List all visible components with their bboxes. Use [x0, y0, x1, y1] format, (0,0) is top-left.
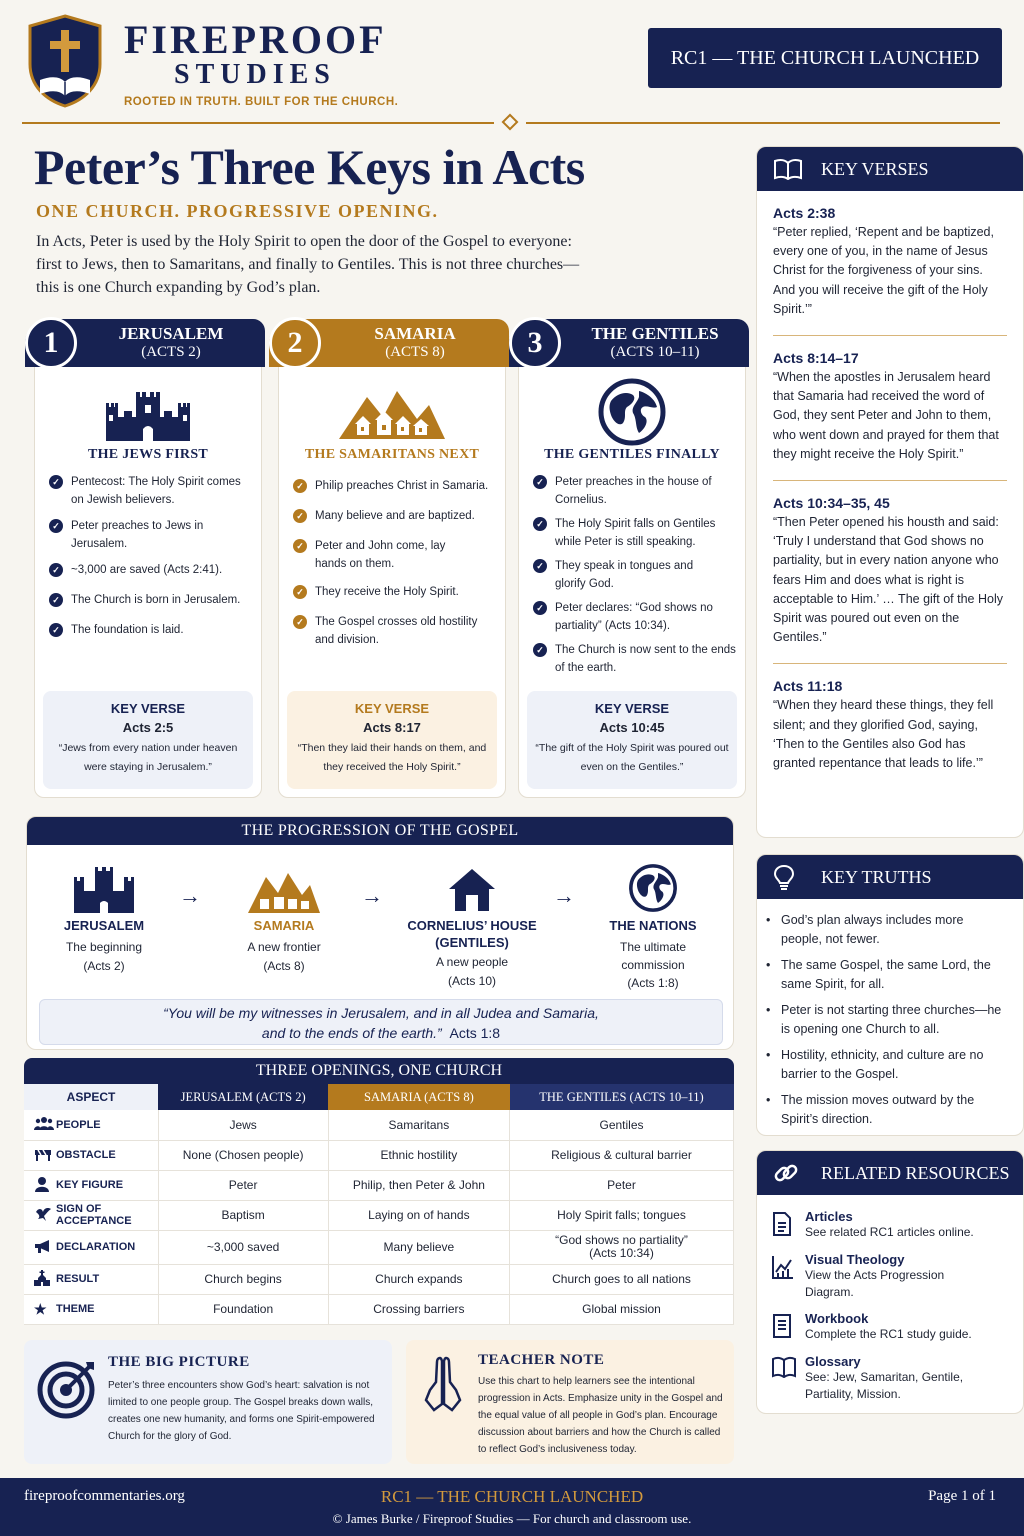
key-verse-label: KEY VERSE: [110, 701, 186, 716]
globe-icon: [519, 379, 745, 451]
cell-jerusalem: Church begins: [158, 1264, 328, 1294]
brand-name-line2: STUDIES: [174, 59, 336, 90]
verse-divider: [773, 663, 1007, 664]
key-verses-panel: [756, 146, 1024, 838]
barrier-icon: [34, 1147, 56, 1164]
verse-text: “When the apostles in Jerusalem heard that Samaria had received the word of God, they sent Peter and John to them, who went down and prayed for them that they might receive the Holy Spirit.”: [773, 370, 999, 461]
page-subtitle: ONE CHURCH. PROGRESSIVE OPENING.: [36, 201, 439, 221]
list-item: • God’s plan always includes more people, not fewer.: [777, 911, 1007, 949]
teacher-note-panel: [406, 1340, 734, 1464]
check-icon: ✓: [293, 539, 307, 553]
teacher-note-text: Use this chart to help learners see the intentional progression in Acts. Emphasize unity in the Gospel and the equal value of all people in God’s plan. Encourage discussion about barriers and how the Church is called to reflect God’s inclusiveness today.: [478, 1376, 723, 1455]
stage-jerusalem: [39, 857, 169, 976]
cell-jerusalem: Peter: [158, 1170, 328, 1200]
card-subheading: THE GENTILES FINALLY: [544, 447, 720, 462]
resource-glossary[interactable]: [757, 1354, 1023, 1403]
village-icon: [279, 379, 505, 451]
stage-ref: (Acts 2): [83, 959, 125, 973]
stage-desc: A new frontier: [247, 940, 321, 954]
card-samaria: [278, 320, 506, 798]
house-icon: [387, 857, 557, 913]
list-item: • Peter is not starting three churches—he is opening one Church to all.: [777, 1001, 1007, 1039]
card-subheading: THE JEWS FIRST: [87, 447, 209, 462]
cell-gentiles: Holy Spirit falls; tongues: [510, 1200, 734, 1230]
stage-name: THE NATIONS: [609, 918, 697, 933]
cell-gentiles: Religious & cultural barrier: [510, 1140, 734, 1170]
list-item: ✓ The Holy Spirit falls on Gentiles while Peter is still speaking.: [533, 515, 739, 551]
list-item: • Hostility, ethnicity, and culture are no barrier to the Gospel.: [777, 1046, 1007, 1084]
arrow-right-icon: →: [179, 883, 201, 908]
resource-desc: Complete the RC1 study guide.: [805, 1327, 972, 1341]
aspect-label: RESULT: [56, 1273, 100, 1285]
card-number: 3: [509, 317, 561, 369]
progression-title: THE PROGRESSION OF THE GOSPEL: [27, 817, 733, 845]
key-verse-text: “The gift of the Holy Spirit was poured out even on the Gentiles.”: [535, 742, 729, 773]
list-item: ✓ The Church is born in Jerusalem.: [49, 591, 255, 609]
footer-website-link[interactable]: fireproofcommentaries.org: [24, 1488, 185, 1504]
target-icon: [36, 1358, 98, 1420]
card-heading: JERUSALEM: [118, 324, 224, 343]
resource-desc: See related RC1 articles online.: [805, 1225, 974, 1239]
page-footer: [0, 1478, 1024, 1536]
check-icon: ✓: [533, 475, 547, 489]
castle-icon: [35, 379, 261, 451]
key-truths-list: [757, 899, 1023, 1129]
list-item: ✓ Many believe and are baptized.: [293, 507, 499, 525]
key-truths-title: KEY TRUTHS: [821, 866, 932, 887]
stage-nations: [583, 857, 723, 992]
big-picture-panel: [24, 1340, 392, 1464]
column-header-jerusalem: JERUSALEM (ACTS 2): [158, 1084, 328, 1110]
workbook-icon: [771, 1311, 805, 1344]
card-heading: SAMARIA: [374, 324, 456, 343]
table-row: [24, 1110, 734, 1140]
card-header: [25, 319, 265, 367]
stage-name-sub: (GENTILES): [435, 935, 509, 950]
card-jerusalem: [34, 320, 262, 798]
divider-left: [22, 122, 494, 124]
resource-title[interactable]: Glossary: [805, 1354, 861, 1369]
key-verse-ref: Acts 8:17: [363, 720, 421, 735]
verse-item: [757, 205, 1023, 319]
progression-panel: [26, 816, 734, 1050]
list-item: ✓ Peter declares: “God shows no partiality” (Acts 10:34).: [533, 599, 739, 635]
card-gentiles: [518, 320, 746, 798]
cell-samaria: Church expands: [328, 1264, 509, 1294]
card-ref: (ACTS 8): [385, 344, 445, 360]
card-header: [269, 319, 509, 367]
cell-samaria: Crossing barriers: [328, 1294, 509, 1324]
divider-diamond-icon: [502, 114, 519, 131]
list-item: ✓ Peter preaches in the house of Cornelius.: [533, 473, 739, 509]
card-header: [509, 319, 749, 367]
check-icon: ✓: [49, 623, 63, 637]
resources-title: RELATED RESOURCES: [821, 1162, 1010, 1183]
list-item: ✓ Philip preaches Christ in Samaria.: [293, 477, 499, 495]
card-ref: (ACTS 10–11): [610, 344, 700, 360]
table-title: THREE OPENINGS, ONE CHURCH: [24, 1058, 734, 1084]
key-verse-ref: Acts 10:45: [599, 720, 665, 735]
cell-gentiles: Church goes to all nations: [510, 1264, 734, 1294]
cell-jerusalem: Baptism: [158, 1200, 328, 1230]
card-points: [293, 477, 499, 649]
cell-samaria: Many believe: [328, 1230, 509, 1264]
person-icon: [34, 1176, 56, 1195]
table-row: [24, 1294, 734, 1324]
table-header-row: [24, 1084, 734, 1110]
quote-ref: Acts 1:8: [449, 1025, 501, 1041]
divider-right: [526, 122, 1000, 124]
cell-gentiles: Global mission: [510, 1294, 734, 1324]
card-points: [49, 473, 255, 639]
cell-samaria: Philip, then Peter & John: [328, 1170, 509, 1200]
cell-jerusalem: None (Chosen people): [158, 1140, 328, 1170]
resource-title[interactable]: Visual Theology: [805, 1252, 905, 1267]
resources-panel: [756, 1150, 1024, 1414]
card-ref: (ACTS 2): [141, 344, 201, 360]
check-icon: ✓: [533, 643, 547, 657]
column-header-samaria: SAMARIA (ACTS 8): [328, 1084, 509, 1110]
key-verse-label: KEY VERSE: [354, 701, 430, 716]
people-icon: [34, 1116, 56, 1133]
check-icon: ✓: [293, 479, 307, 493]
table-row: [24, 1200, 734, 1230]
cell-gentiles: Gentiles: [510, 1110, 734, 1140]
verse-ref: Acts 10:34–35, 45: [773, 495, 890, 512]
aspect-label-2: ACCEPTANCE: [56, 1215, 132, 1227]
cell-jerusalem: ~3,000 saved: [158, 1230, 328, 1264]
list-item: ✓ The Gospel crosses old hostility and division.: [293, 613, 499, 649]
resource-articles[interactable]: [757, 1209, 1023, 1242]
shield-logo-icon: [26, 14, 104, 108]
verse-divider: [773, 335, 1007, 336]
dove-icon: [34, 1206, 56, 1225]
key-truths-header: [757, 855, 1023, 899]
key-verses-title: KEY VERSES: [821, 158, 929, 179]
cell-gentiles: “God shows no partiality”: [555, 1233, 688, 1247]
stage-ref: (Acts 10): [447, 974, 496, 988]
aspect-label: THEME: [56, 1303, 95, 1315]
big-picture-text: Peter’s three encounters show God’s heart: salvation is not limited to one people group. The Gospel breaks down walls, creates one new humanity, and forms one Spirit-empowered Church for the glory of God.: [108, 1380, 375, 1442]
aspect-label: PEOPLE: [56, 1118, 101, 1131]
column-header-aspect: ASPECT: [24, 1084, 158, 1110]
table-row: [24, 1170, 734, 1200]
brand-block: [124, 17, 399, 108]
stage-cornelius: [387, 857, 557, 991]
intro-text: In Acts, Peter is used by the Holy Spirit to open the door of the Gospel to everyone: first to Jews, then to Samaritans, and finally to Gentiles. This is not three churches—this is one Church expanding by God’s plan.: [36, 233, 580, 296]
page-title: Peter’s Three Keys in Acts: [34, 139, 585, 195]
resources-header: [757, 1151, 1023, 1195]
check-icon: ✓: [293, 509, 307, 523]
quote-line-2: and to the ends of the earth.”: [261, 1025, 442, 1041]
resource-title[interactable]: Articles: [805, 1209, 853, 1224]
table-row: [24, 1264, 734, 1294]
check-icon: ✓: [49, 475, 63, 489]
footer-series: RC1 — THE CHURCH LAUNCHED: [380, 1487, 644, 1506]
aspect-label: DECLARATION: [56, 1241, 136, 1253]
chart-icon: [771, 1252, 805, 1301]
stage-desc: A new people: [435, 955, 509, 969]
verse-text: “Peter replied, ‘Repent and be baptized, every one of you, in the name of Jesus Christ for the forgiveness of your sins. And you will receive the gift of the Holy Spirit.’”: [773, 225, 994, 316]
list-item: ✓ They receive the Holy Spirit.: [293, 583, 499, 601]
resource-visual-theology[interactable]: [757, 1252, 1023, 1301]
verse-ref: Acts 8:14–17: [773, 350, 859, 367]
column-header-gentiles: THE GENTILES (ACTS 10–11): [510, 1084, 734, 1110]
card-number: 1: [25, 317, 77, 369]
check-icon: ✓: [293, 585, 307, 599]
list-item: ✓ ~3,000 are saved (Acts 2:41).: [49, 561, 255, 579]
teacher-note-title: TEACHER NOTE: [478, 1352, 605, 1368]
stage-name: JERUSALEM: [63, 918, 145, 933]
verse-ref: Acts 11:18: [773, 678, 843, 695]
brand-tagline: ROOTED IN TRUTH. BUILT FOR THE CHURCH.: [124, 96, 399, 108]
stage-ref: (Acts 1:8): [627, 976, 679, 990]
card-points: [533, 473, 739, 677]
key-verses-header: [757, 147, 1023, 191]
book-icon: [771, 1354, 805, 1403]
arrow-right-icon: →: [361, 883, 383, 908]
stage-name: CORNELIUS’ HOUSE: [407, 918, 537, 933]
list-item: ✓ They speak in tongues and glorify God.: [533, 557, 739, 593]
check-icon: ✓: [49, 593, 63, 607]
verse-item: [757, 495, 1023, 647]
aspect-label: OBSTACLE: [56, 1149, 116, 1161]
church-icon: [34, 1270, 56, 1289]
check-icon: ✓: [533, 559, 547, 573]
cell-samaria: Laying on of hands: [328, 1200, 509, 1230]
card-heading: THE GENTILES: [591, 324, 719, 343]
link-icon: [773, 1160, 807, 1186]
verse-divider: [773, 480, 1007, 481]
list-item: • The same Gospel, the same Lord, the same Spirit, for all.: [777, 956, 1007, 994]
card-subheading: THE SAMARITANS NEXT: [304, 447, 480, 462]
list-item: ✓ The Church is now sent to the ends of the earth.: [533, 641, 739, 677]
list-item: ✓ Pentecost: The Holy Spirit comes on Jewish believers.: [49, 473, 255, 509]
resource-desc: See: Jew, Samaritan, Gentile, Partiality, Mission.: [805, 1370, 964, 1401]
aspect-label: KEY FIGURE: [56, 1179, 124, 1191]
check-icon: ✓: [533, 601, 547, 615]
openings-table: [24, 1084, 734, 1325]
resource-title[interactable]: Workbook: [805, 1311, 869, 1326]
verse-item: [757, 350, 1023, 464]
stage-desc-2: commission: [621, 958, 685, 972]
cell-samaria: Samaritans: [328, 1110, 509, 1140]
list-item: ✓ Peter and John come, lay hands on them.: [293, 537, 499, 573]
castle-icon: [39, 857, 169, 913]
key-truths-panel: [756, 854, 1024, 1136]
table-row: [24, 1230, 734, 1264]
aspect-label: SIGN OF: [56, 1203, 102, 1215]
series-badge: RC1 — THE CHURCH LAUNCHED: [648, 28, 1002, 88]
key-verse-label: KEY VERSE: [594, 701, 670, 716]
big-picture-title: THE BIG PICTURE: [108, 1354, 250, 1370]
quote-line-1: “You will be my witnesses in Jerusalem, and in all Judea and Samaria,: [163, 1005, 599, 1021]
cell-jerusalem: Foundation: [158, 1294, 328, 1324]
open-book-icon: [773, 158, 807, 180]
arrow-right-icon: →: [553, 883, 575, 908]
stage-samaria: [219, 857, 349, 976]
verse-text: “Then Peter opened his housth and said: ‘Truly I understand that God shows no partiality, but in every nation anyone who fears Him and does what is right is acceptable to Him.’ … The gift of the Holy Spirit was poured out even on the Gentiles.”: [773, 515, 1003, 645]
check-icon: ✓: [49, 563, 63, 577]
list-item: ✓ The foundation is laid.: [49, 621, 255, 639]
list-item: ✓ Peter preaches to Jews in Jerusalem.: [49, 517, 255, 553]
cell-gentiles-ref: (Acts 10:34): [589, 1246, 654, 1260]
key-verse-text: “Jews from every nation under heaven were staying in Jerusalem.”: [58, 742, 238, 773]
star-icon: ★: [34, 1300, 47, 1317]
village-icon: [219, 857, 349, 913]
key-verse-box: [287, 691, 497, 789]
footer-copyright: © James Burke / Fireproof Studies — For church and classroom use.: [332, 1511, 692, 1526]
stage-desc: The beginning: [65, 940, 143, 954]
stage-desc: The ultimate: [619, 940, 687, 954]
table-row: [24, 1140, 734, 1170]
resource-desc: View the Acts Progression Diagram.: [805, 1268, 945, 1299]
key-verse-box: [527, 691, 737, 789]
check-icon: ✓: [49, 519, 63, 533]
footer-page-number: Page 1 of 1: [928, 1488, 996, 1504]
openings-table-panel: [24, 1058, 734, 1325]
verse-text: “When they heard these things, they fell silent; and they glorified God, saying, ‘Then to the Gentiles also God has granted repentance that leads to life.’”: [773, 698, 994, 771]
stage-ref: (Acts 8): [263, 959, 305, 973]
verse-item: [757, 678, 1023, 773]
key-verse-text: “Then they laid their hands on them, and they received the Holy Spirit.”: [297, 742, 487, 773]
brand-name-line1: FIREPROOF: [124, 17, 387, 62]
key-verse-box: [43, 691, 253, 789]
check-icon: ✓: [293, 615, 307, 629]
list-item: • The mission moves outward by the Spirit’s direction.: [777, 1091, 1007, 1129]
document-icon: [771, 1209, 805, 1242]
praying-hands-icon: [420, 1354, 466, 1412]
lightbulb-icon: [773, 864, 807, 890]
page-header: [0, 0, 1024, 120]
cell-jerusalem: Jews: [158, 1110, 328, 1140]
key-verse-ref: Acts 2:5: [122, 720, 174, 735]
commission-quote: [39, 999, 723, 1045]
globe-icon: [583, 857, 723, 913]
verse-ref: Acts 2:38: [773, 205, 836, 221]
check-icon: ✓: [533, 517, 547, 531]
resource-workbook[interactable]: [757, 1311, 1023, 1344]
card-number: 2: [269, 317, 321, 369]
megaphone-icon: [34, 1239, 56, 1256]
cell-samaria: Ethnic hostility: [328, 1140, 509, 1170]
stage-name: SAMARIA: [253, 918, 315, 933]
cell-gentiles: Peter: [510, 1170, 734, 1200]
